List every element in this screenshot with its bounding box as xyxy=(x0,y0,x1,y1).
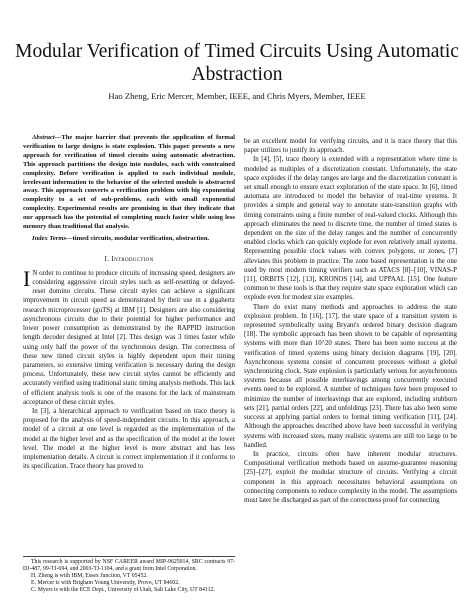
left-column xyxy=(23,134,235,471)
right-paragraph-4: In practice, circuits often have inherent modular structures. Compositional verification methods based on assume-guarantee reasoning [25]–[27], exploit the modular structure of circuits. Verifying a circuit component in this approach necessitates behavioral assumptions on connecting components to reduce complexity in the model. The assumptions must later be discharged as part of the correctness proof for connecting xyxy=(244,450,457,504)
abstract xyxy=(23,134,235,232)
right-paragraph-3: There do exist many methods and approaches to address the state explosion problem. In [16], [17], the state space of a transition system is represented symbolically using Bryant's ordered binary decision diagram [18]. The symbolic approach has been shown to be capable of representing systems with more than 10^20 states. There has been some success at the verification of timed systems using binary decision diagrams [19], [20]. Asynchronous systems consist of concurrent processes without a global synchronizing clock. State explosion is particularly serious for asynchronous systems because all possible interleavings among concurrently executed events need to be explored. A number of techniques have been proposed to minimize the number of interleavings that are explored, including stubborn sets [21], partial orders [22], and unfoldings [23]. There has also been some success at applying partial orders to formal timing verification [11], [24]. Although the approaches described above have been successful in verifying systems with increased sizes, many realistic systems are still too large to be handled. xyxy=(244,303,457,449)
footnote-line: E. Mercer is with Brigham Young University, Provo, UT 84602. xyxy=(31,580,180,586)
index-terms-text: —timed circuits, modular verification, abstraction. xyxy=(66,234,210,242)
abstract-text: —The major barrier that prevents the application of formal verification to large designs is state explosion. This paper presents a new approach for verification of timed circuits using automatic abstraction. This approach partitions the design into modules, each with constrained complexity. Before verification is applied to each individual module, irrelevant information to the behavior of the selected module is abstracted away. This approach converts a verification problem with big exponential complexity to a set of sub-problems, each with small exponential complexity. Experimental results are promising in that they indicate that our approach has the potential of completing much faster while using less memory than traditional flat analysis. xyxy=(23,134,235,231)
abstract-label: Abstract xyxy=(32,134,55,141)
right-paragraph-2: In [4], [5], trace theory is extended with a representation where time is modeled as multiples of a discretization constant. Unfortunately, the state space explodes if the delay ranges are large and the discretization constant is set small enough to ensure exact exploration of the state space. In [6], timed automata are introduced to model the behavior of real-time systems. It provides a simple and general way to annotate state-transition graphs with timing constraints using a finite number of real-valued clocks. Although this approach eliminates the need to discrete time, the number of timed states is dependent on the size of the delay ranges and the number of concurrently enabled clocks which can quickly explode for even relatively small systems. Representing possible clock values with convex polygons, or zones, [7] alleviates this problem in practice. The zone based representation is the one used by most modern timing verifiers such as ATACS [8]–[10], VINAS-P [11], ORBITS [12], [13], KRONOS [14], and UPPAAL [15]. One feature common to these tools is that they require state space exploration which can explode even for modest size examples. xyxy=(244,156,457,302)
paper-authors: Hao Zheng, Eric Mercer, Member, IEEE, and Chris Myers, Member, IEEE xyxy=(108,91,366,101)
footnote-line: This research is supported by NSF CAREER award MIP-9625014, SRC contracts 97-DJ-487, 99-TJ-694, and 2003-TJ-1104, and a grant from Intel Corporation. xyxy=(23,559,235,572)
footnote xyxy=(23,556,235,594)
paper-title: Modular Verification of Timed Circuits Using Automatic Abstraction xyxy=(15,41,459,85)
right-paragraph-1: be an excellent model for verifying circuits, and it is trace theory that this paper utilizes to justify its approach. xyxy=(244,138,457,155)
drop-cap: I xyxy=(23,265,31,291)
intro-paragraph-2: In [3], a hierarchical approach to verification based on trace theory is proposed for the analysis of speed-independent circuits. In this approach, a model of a circuit at one level is regarded as the implementation of the model at the higher level and as the specification of the model at the lower level. The model at the higher level is more abstract and has less implementation details. A circuit is correct implementation if it conforms to its specification. Trace theory has proved to xyxy=(23,407,235,471)
index-terms-label: Index Terms xyxy=(32,234,67,242)
section-heading-introduction: I. Introduction xyxy=(104,254,154,263)
footnote-line: C. Myers is with the ECE Dept., University of Utah, Salt Lake City, UT 84112. xyxy=(31,587,215,593)
footnote-line: H. Zheng is with IBM, Essex Junction, VT 05452. xyxy=(31,573,148,579)
intro-p1-text: N order to continue to produce circuits of increasing speed, designers are considering aggressive circuit styles such as self-resetting or delayed-reset domino circuits. These circuit styles can achieve a significant improvement in circuit speed as demonstrated by their use in a gigahertz research microprocessor (guTS) at IBM [1]. Designers are also considering asynchronous circuits due to their potential for higher performance and lower power consumption as demonstrated by the RAPPID instruction length decoder designed at Intel [2]. This design was 3 times faster while using only half the power of the synchronous design. The correctness of these new timed circuit styles is highly dependent upon their timing parameters, so extensive timing verification is necessary during the design process. Unfortunately, these new circuit styles cannot be efficiently and accurately verified using traditional static timing analysis methods. This lack of efficient analysis tools is one of the reasons for the lack of mainstream acceptance of these circuit styles. xyxy=(23,269,235,406)
right-column xyxy=(244,137,457,505)
index-terms xyxy=(23,235,235,244)
intro-paragraph-1 xyxy=(23,265,235,407)
